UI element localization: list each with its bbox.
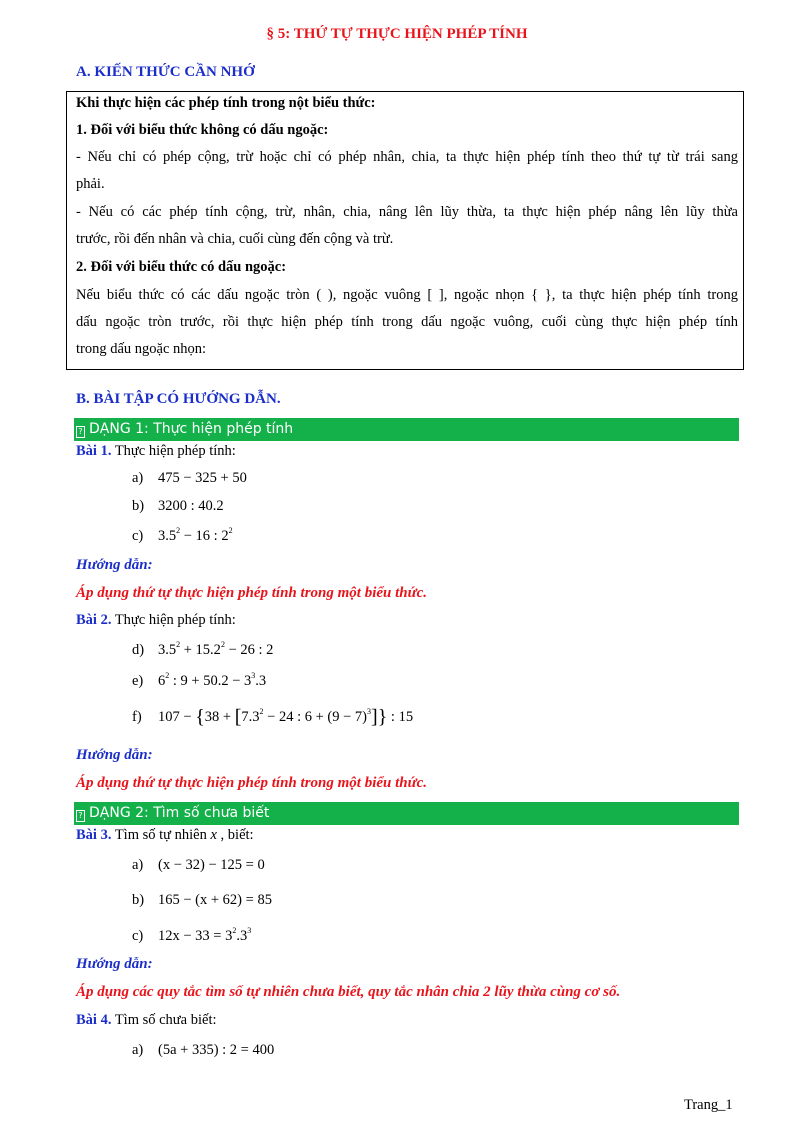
expression: 3200 : 40.2 — [158, 498, 224, 514]
exponent: 3 — [367, 707, 372, 716]
exercise-label: Bài 4. — [76, 1012, 112, 1028]
exercise-item — [132, 892, 272, 909]
exercise-text: , biết: — [216, 827, 254, 843]
guide-heading: Hướng dẫn: — [76, 956, 153, 972]
knowledge-text: trước, rồi đến nhân và chia, cuối cùng đến cộng và trừ. — [76, 231, 394, 247]
expression — [158, 928, 251, 944]
knowledge-text: phải. — [76, 176, 105, 192]
guide-text: Áp dụng thứ tự thực hiện phép tính trong một biểu thức. — [76, 775, 428, 791]
exponent: 2 — [232, 926, 237, 935]
exercise-item — [132, 706, 413, 729]
dang-1-title: DẠNG 1: Thực hiện phép tính — [89, 421, 294, 437]
knowledge-text: dấu ngoặc tròn trước, rồi thực hiện phép tính trong dấu ngoặc vuông, cuối cùng thực hiện phép tính — [76, 314, 738, 330]
expr-part: 38 + — [204, 709, 235, 725]
expr-part: 7.3 — [241, 709, 260, 725]
expr-part: − 24 : 6 + — [263, 709, 328, 725]
expression — [158, 528, 233, 544]
expression: 165 − (x + 62) = 85 — [158, 892, 272, 908]
knowledge-text: - Nếu chỉ có phép cộng, trừ hoặc chỉ có phép nhân, chia, ta thực hiện phép tính theo thứ tự từ trái sang — [76, 149, 738, 165]
guide-text: Áp dụng thứ tự thực hiện phép tính trong một biểu thức. — [76, 585, 428, 601]
item-letter: f) — [132, 709, 142, 725]
knowledge-text: - Nếu có các phép tính cộng, trừ, nhân, chia, nâng lên lũy thừa, ta thực hiện phép nâng lên lũy thừa — [76, 204, 738, 220]
exercise-3-header — [76, 827, 254, 844]
exponent: 3 — [251, 671, 256, 680]
expr-part: : 9 + 50.2 − 3 — [169, 673, 252, 689]
exercise-2-header — [76, 612, 236, 629]
missing-glyph-icon: ? — [76, 810, 85, 822]
expression: (5a + 335) : 2 = 400 — [158, 1042, 275, 1058]
item-letter: d) — [132, 642, 145, 658]
item-letter: a) — [132, 1042, 144, 1058]
expression: 475 − 325 + 50 — [158, 470, 247, 486]
section-b-heading: B. BÀI TẬP CÓ HƯỚNG DẪN. — [76, 391, 281, 407]
exponent: 2 — [220, 640, 225, 649]
exercise-text: Thực hiện phép tính: — [111, 612, 236, 628]
exercise-label: Bài 1. — [76, 443, 112, 459]
brace: } — [377, 706, 388, 728]
guide-heading: Hướng dẫn: — [76, 557, 153, 573]
expr-part: .3 — [236, 928, 248, 944]
expr-part: (9 − 7) — [327, 709, 368, 725]
expression — [158, 706, 414, 728]
exercise-item — [132, 857, 265, 874]
exponent: 2 — [176, 640, 181, 649]
knowledge-text: Nếu biểu thức có các dấu ngoặc tròn ( ), ngoặc vuông [ ], ngoặc nhọn { }, ta thực hiện phép tính trong — [76, 287, 738, 303]
exercise-item — [132, 928, 251, 945]
exponent: 2 — [176, 526, 181, 535]
exponent: 3 — [247, 926, 252, 935]
exercise-item — [132, 642, 273, 659]
knowledge-heading-1: 1. Đối với biểu thức không có dấu ngoặc: — [76, 122, 329, 138]
guide-text: Áp dụng các quy tắc tìm số tự nhiên chưa biết, quy tắc nhân chia 2 lũy thừa cùng cơ số. — [76, 984, 621, 1000]
exercise-1-header — [76, 443, 236, 460]
expr-part: − 26 : 2 — [224, 642, 274, 658]
dang-1-banner — [74, 418, 739, 441]
exercise-item — [132, 1042, 274, 1059]
item-letter: a) — [132, 857, 144, 873]
expr-part: 3.5 — [158, 528, 177, 544]
knowledge-heading-2: 2. Đối với biểu thức có dấu ngoặc: — [76, 259, 287, 275]
item-letter: c) — [132, 528, 144, 544]
exponent: 2 — [165, 671, 170, 680]
section-a-heading: A. KIẾN THỨC CẦN NHỚ — [76, 64, 255, 80]
missing-glyph-icon: ? — [76, 426, 85, 438]
expression: (x − 32) − 125 = 0 — [158, 857, 265, 873]
variable: x — [210, 827, 217, 843]
knowledge-text: trong dấu ngoặc nhọn: — [76, 341, 207, 357]
exercise-4-header — [76, 1012, 217, 1029]
dang-2-banner — [74, 802, 739, 825]
dang-2-title: DẠNG 2: Tìm số chưa biết — [89, 805, 270, 821]
exercise-item — [132, 528, 233, 545]
knowledge-intro: Khi thực hiện các phép tính trong nột biểu thức: — [76, 95, 376, 111]
expr-part: : 15 — [387, 709, 414, 725]
item-letter: c) — [132, 928, 144, 944]
guide-heading: Hướng dẫn: — [76, 747, 153, 763]
bracket: ] — [371, 706, 378, 728]
exercise-text: Tìm số chưa biết: — [111, 1012, 217, 1028]
item-letter: e) — [132, 673, 144, 689]
item-letter: b) — [132, 498, 145, 514]
exercise-text: Tìm số tự nhiên — [111, 827, 211, 843]
expr-part: 107 − — [158, 709, 196, 725]
exercise-text: Thực hiện phép tính: — [111, 443, 236, 459]
exponent: 2 — [228, 526, 233, 535]
expr-part: 12x − 33 = 3 — [158, 928, 233, 944]
expr-part: 3.5 — [158, 642, 177, 658]
expression — [158, 642, 273, 658]
expr-part: − 16 : 2 — [180, 528, 229, 544]
exercise-label: Bài 2. — [76, 612, 112, 628]
expr-part: 6 — [158, 673, 166, 689]
exercise-label: Bài 3. — [76, 827, 112, 843]
page-number: Trang_1 — [684, 1097, 733, 1113]
bracket: [ — [234, 706, 242, 728]
expr-part: + 15.2 — [180, 642, 221, 658]
expression — [158, 673, 266, 689]
item-letter: b) — [132, 892, 145, 908]
exercise-item — [132, 470, 247, 487]
item-letter: a) — [132, 470, 144, 486]
page-title: § 5: THỨ TỰ THỰC HIỆN PHÉP TÍNH — [266, 26, 528, 42]
brace: { — [195, 706, 205, 728]
expr-part: .3 — [255, 673, 267, 689]
exercise-item — [132, 673, 266, 690]
exercise-item — [132, 498, 224, 515]
exponent: 2 — [259, 707, 264, 716]
